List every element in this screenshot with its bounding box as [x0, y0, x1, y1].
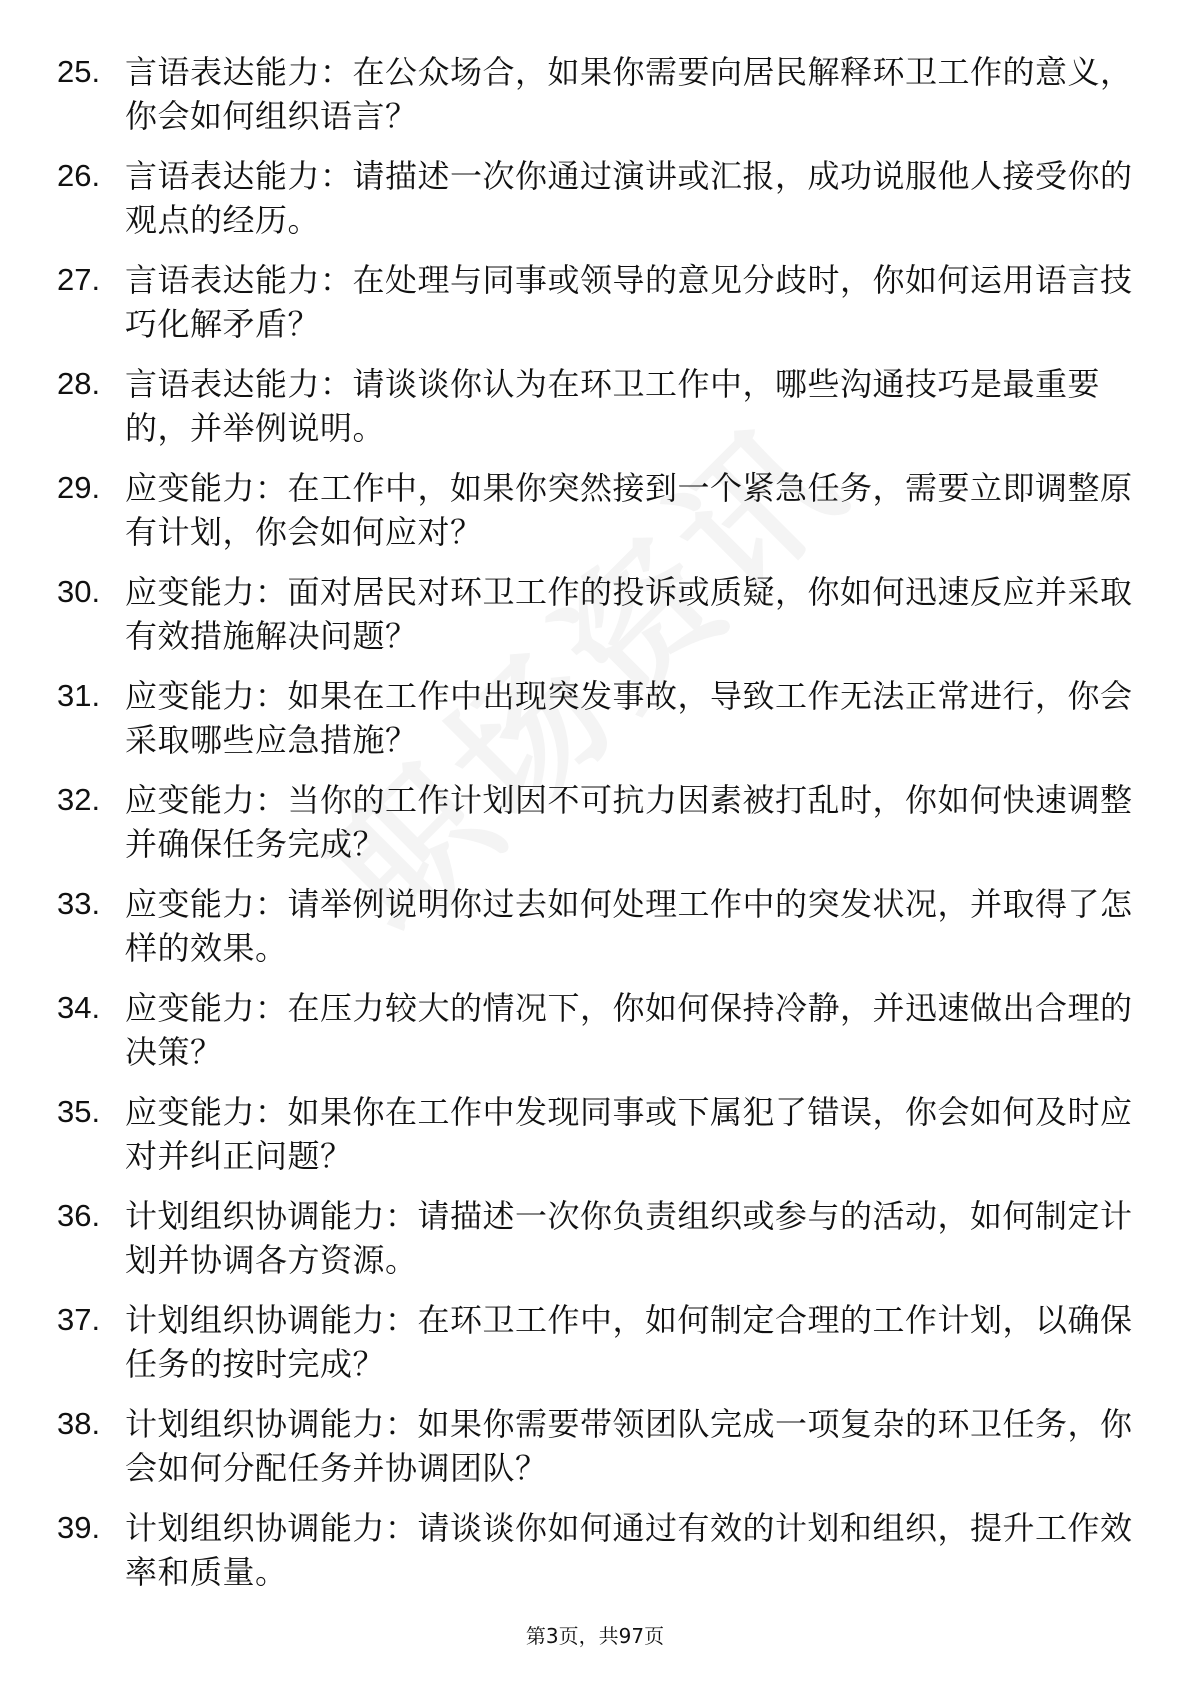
- question-text: 应变能力：请举例说明你过去如何处理工作中的突发状况，并取得了怎样的效果。: [125, 885, 1133, 967]
- question-item: [57, 154, 1137, 242]
- question-item: [57, 258, 1137, 346]
- question-text: 计划组织协调能力：在环卫工作中，如何制定合理的工作计划，以确保任务的按时完成？: [125, 1301, 1133, 1383]
- question-item: [57, 1090, 1137, 1178]
- question-number: 35.: [57, 1094, 101, 1129]
- question-number: 34.: [57, 990, 101, 1025]
- question-number: 33.: [57, 886, 101, 921]
- question-text: 应变能力：如果在工作中出现突发事故，导致工作无法正常进行，你会采取哪些应急措施？: [125, 677, 1133, 759]
- question-number: 26.: [57, 158, 101, 193]
- question-number: 31.: [57, 678, 101, 713]
- question-item: [57, 570, 1137, 658]
- question-item: [57, 1298, 1137, 1386]
- question-text: 言语表达能力：请描述一次你通过演讲或汇报，成功说服他人接受你的观点的经历。: [125, 157, 1133, 239]
- question-text: 计划组织协调能力：如果你需要带领团队完成一项复杂的环卫任务，你会如何分配任务并协调团队？: [125, 1405, 1133, 1487]
- question-text: 应变能力：当你的工作计划因不可抗力因素被打乱时，你如何快速调整并确保任务完成？: [125, 781, 1133, 863]
- question-text: 言语表达能力：在处理与同事或领导的意见分歧时，你如何运用语言技巧化解矛盾？: [125, 261, 1133, 343]
- question-text: 言语表达能力：请谈谈你认为在环卫工作中，哪些沟通技巧是最重要的，并举例说明。: [125, 365, 1101, 447]
- question-number: 28.: [57, 366, 101, 401]
- question-item: [57, 1194, 1137, 1282]
- question-number: 38.: [57, 1406, 101, 1441]
- question-text: 应变能力：在工作中，如果你突然接到一个紧急任务，需要立即调整原有计划，你会如何应对？: [125, 469, 1133, 551]
- question-item: [57, 778, 1137, 866]
- question-item: [57, 986, 1137, 1074]
- question-number: 30.: [57, 574, 101, 609]
- question-text: 应变能力：面对居民对环卫工作的投诉或质疑，你如何迅速反应并采取有效措施解决问题？: [125, 573, 1133, 655]
- question-item: [57, 1402, 1137, 1490]
- question-number: 37.: [57, 1302, 101, 1337]
- question-item: [57, 1506, 1137, 1594]
- question-item: [57, 882, 1137, 970]
- question-number: 29.: [57, 470, 101, 505]
- question-number: 36.: [57, 1198, 101, 1233]
- question-number: 27.: [57, 262, 101, 297]
- question-number: 25.: [57, 54, 101, 89]
- question-text: 应变能力：在压力较大的情况下，你如何保持冷静，并迅速做出合理的决策？: [125, 989, 1133, 1071]
- question-number: 32.: [57, 782, 101, 817]
- question-list: [57, 50, 1137, 1610]
- question-text: 应变能力：如果你在工作中发现同事或下属犯了错误，你会如何及时应对并纠正问题？: [125, 1093, 1133, 1175]
- question-text: 言语表达能力：在公众场合，如果你需要向居民解释环卫工作的意义，你会如何组织语言？: [125, 53, 1133, 135]
- question-text: 计划组织协调能力：请谈谈你如何通过有效的计划和组织，提升工作效率和质量。: [125, 1509, 1133, 1591]
- question-item: [57, 362, 1137, 450]
- question-item: [57, 466, 1137, 554]
- page-footer: 第3页，共97页: [525, 1624, 665, 1648]
- question-item: [57, 674, 1137, 762]
- question-number: 39.: [57, 1510, 101, 1545]
- question-text: 计划组织协调能力：请描述一次你负责组织或参与的活动，如何制定计划并协调各方资源。: [125, 1197, 1133, 1279]
- question-item: [57, 50, 1137, 138]
